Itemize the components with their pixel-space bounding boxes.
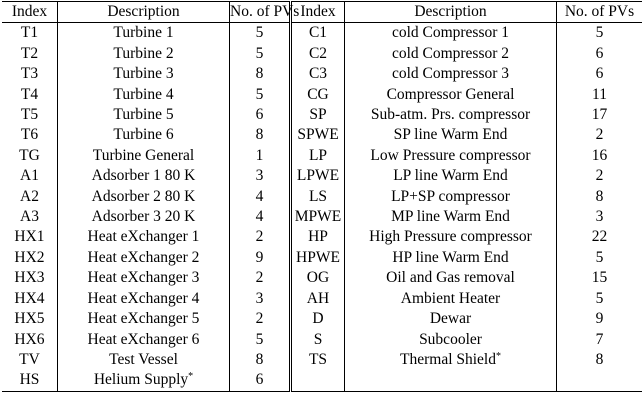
right-pvs-cell: 5 <box>595 24 604 42</box>
left-pvs-cell: 5 <box>230 85 291 105</box>
description-text: Turbine 4 <box>113 85 174 103</box>
description-text: Heat eXchanger 4 <box>87 289 200 307</box>
left-description-cell <box>58 166 230 186</box>
description-text: High Pressure compressor <box>369 228 532 246</box>
right-pvs-cell: 17 <box>591 106 608 124</box>
table-row <box>2 23 642 44</box>
left-description-cell <box>58 350 230 370</box>
description-text: Sub-atm. Prs. compressor <box>370 106 531 124</box>
right-description-cell <box>345 330 557 350</box>
left-pvs-cell: 2 <box>230 309 291 329</box>
description-text: Ambient Heater <box>400 289 501 307</box>
right-pvs-cell: 8 <box>595 350 604 368</box>
right-description-cell <box>345 23 557 44</box>
left-index-cell: HS <box>19 371 40 389</box>
left-index-cell: HX3 <box>14 269 45 287</box>
left-pvs-cell: 8 <box>230 125 291 145</box>
right-index-cell: D <box>312 310 324 328</box>
left-pvs-cell: 9 <box>230 248 291 268</box>
right-index-cell <box>291 370 345 391</box>
right-description-cell <box>345 268 557 288</box>
right-description-cell <box>345 105 557 125</box>
left-pvs-cell: 3 <box>230 166 291 186</box>
left-description-cell <box>58 23 230 44</box>
right-pvs-cell: 9 <box>595 310 604 328</box>
right-pvs-cell: 8 <box>595 187 604 205</box>
table-row <box>2 289 642 309</box>
footnote-mark: * <box>496 350 501 362</box>
description-text: Adsorber 3 20 K <box>91 208 196 226</box>
description-text: Thermal Shield <box>400 350 496 368</box>
right-pvs-cell: 6 <box>595 44 604 62</box>
right-pvs-cell <box>557 370 642 391</box>
description-text: cold Compressor 1 <box>391 24 510 42</box>
left-description-cell <box>58 105 230 125</box>
left-index-cell: T5 <box>20 106 39 124</box>
description-text: Heat eXchanger 3 <box>87 269 200 287</box>
right-description-cell <box>345 125 557 145</box>
table-row <box>2 125 642 145</box>
table-row <box>2 248 642 268</box>
right-description-cell <box>345 289 557 309</box>
left-index-cell: HX5 <box>14 310 45 328</box>
right-index-cell: C1 <box>308 24 328 42</box>
right-index-cell: C2 <box>308 44 328 62</box>
left-description-cell <box>58 289 230 309</box>
left-pvs-cell: 2 <box>230 227 291 247</box>
left-index-cell: HX2 <box>14 248 45 266</box>
right-pvs-cell: 15 <box>591 269 608 287</box>
right-pvs-cell: 16 <box>591 146 608 164</box>
right-description-cell <box>345 370 557 391</box>
description-text: Heat eXchanger 2 <box>87 248 200 266</box>
left-index-cell: TV <box>19 350 40 368</box>
right-index-cell: MPWE <box>294 208 342 226</box>
left-description-cell <box>58 330 230 350</box>
right-pvs-cell: 22 <box>591 228 608 246</box>
description-text: Turbine 6 <box>113 126 174 144</box>
right-pvs-cell: 7 <box>595 330 604 348</box>
left-description-cell <box>58 207 230 227</box>
left-description-cell <box>58 227 230 247</box>
table-row <box>2 350 642 370</box>
left-pvs-cell: 8 <box>230 64 291 84</box>
table-row <box>2 64 642 84</box>
left-description-cell <box>58 146 230 166</box>
right-index-cell: TS <box>308 350 328 368</box>
left-index-cell: T3 <box>20 65 39 83</box>
right-index-cell: S <box>313 330 323 348</box>
description-text: Subcooler <box>419 330 482 348</box>
right-index-cell: HPWE <box>296 248 340 266</box>
description-text: MP line Warm End <box>391 208 510 226</box>
right-pvs-cell: 5 <box>595 248 604 266</box>
description-text: SP line Warm End <box>393 126 508 144</box>
left-index-cell: T1 <box>20 24 39 42</box>
footnote-mark: * <box>188 371 194 383</box>
right-pvs-cell: 2 <box>595 126 604 144</box>
description-text: Dewar <box>429 310 472 328</box>
description-text: Heat eXchanger 1 <box>87 228 200 246</box>
left-description-cell <box>58 370 230 391</box>
left-pvs-cell: 4 <box>230 207 291 227</box>
left-index-cell: T6 <box>20 126 39 144</box>
left-description-cell <box>58 309 230 329</box>
left-pvs-cell: 3 <box>230 289 291 309</box>
left-index-cell: A1 <box>20 167 39 185</box>
right-index-cell: OG <box>306 269 330 287</box>
left-pvs-cell: 6 <box>230 105 291 125</box>
table-row <box>2 146 642 166</box>
left-index-cell: T4 <box>20 85 39 103</box>
table-row <box>2 105 642 125</box>
left-index-cell: HX6 <box>14 330 45 348</box>
description-text: Compressor General <box>386 85 515 103</box>
right-pvs-cell: 6 <box>595 65 604 83</box>
right-index-cell: SPWE <box>297 126 339 144</box>
right-description-cell <box>345 248 557 268</box>
left-description-cell <box>58 125 230 145</box>
left-pvs-cell: 5 <box>230 330 291 350</box>
table-row <box>2 268 642 288</box>
description-text: Low Pressure compressor <box>370 146 531 164</box>
left-pvs-cell: 2 <box>230 268 291 288</box>
description-text: Turbine 5 <box>113 106 174 124</box>
table-row <box>2 330 642 350</box>
right-pvs-cell: 11 <box>592 85 607 103</box>
description-text: Turbine 1 <box>113 24 174 42</box>
right-pvs-cell: 2 <box>595 167 604 185</box>
left-index-cell: HX4 <box>14 289 45 307</box>
description-text: Oil and Gas removal <box>386 269 515 287</box>
left-pvs-cell: 4 <box>230 187 291 207</box>
right-index-cell: AH <box>306 289 330 307</box>
right-description-cell <box>345 350 557 370</box>
right-index-cell: HP <box>308 228 328 246</box>
description-text: Adsorber 1 80 K <box>91 167 196 185</box>
header-pvs-right: No. of PVs <box>564 3 635 20</box>
header-pvs-left: No. of PVs <box>230 2 291 23</box>
left-description-cell <box>58 268 230 288</box>
description-text: Heat eXchanger 5 <box>87 310 200 328</box>
description-text: HP line Warm End <box>392 248 509 266</box>
description-text: Helium Supply <box>93 371 189 389</box>
left-description-cell <box>58 44 230 64</box>
right-description-cell <box>345 85 557 105</box>
right-description-cell <box>345 64 557 84</box>
description-text: Turbine General <box>92 146 195 164</box>
description-text: Turbine 2 <box>113 44 174 62</box>
header-index-left: Index <box>11 3 48 20</box>
left-index-cell: TG <box>19 146 40 164</box>
table-row <box>2 187 642 207</box>
table-row <box>2 44 642 64</box>
left-index-cell: T2 <box>20 44 39 62</box>
left-pvs-cell: 5 <box>230 23 291 44</box>
right-description-cell <box>345 166 557 186</box>
right-description-cell <box>345 187 557 207</box>
right-index-cell: LS <box>308 187 328 205</box>
left-index-cell: A2 <box>20 187 39 205</box>
table-row <box>2 309 642 329</box>
table-row <box>2 227 642 247</box>
header-index-right: Index <box>300 3 336 20</box>
right-description-cell <box>345 44 557 64</box>
left-description-cell <box>58 248 230 268</box>
description-text: Heat eXchanger 6 <box>87 330 200 348</box>
table-row <box>2 166 642 186</box>
right-description-cell <box>345 146 557 166</box>
right-index-cell: SP <box>309 106 327 124</box>
header-description-left: Description <box>58 2 230 23</box>
description-text: cold Compressor 2 <box>391 44 510 62</box>
header-description-right: Description <box>345 2 557 23</box>
description-text: LP+SP compressor <box>391 187 510 205</box>
left-description-cell <box>58 64 230 84</box>
description-text: Turbine 3 <box>113 65 174 83</box>
right-description-cell <box>345 309 557 329</box>
left-pvs-cell: 5 <box>230 44 291 64</box>
pv-table-container <box>2 1 635 392</box>
header-row <box>2 2 642 23</box>
left-pvs-cell: 1 <box>230 146 291 166</box>
table-row <box>2 370 642 391</box>
right-index-cell: CG <box>307 85 329 103</box>
description-text: cold Compressor 3 <box>391 65 510 83</box>
left-description-cell <box>58 85 230 105</box>
left-pvs-cell: 6 <box>230 370 291 391</box>
left-description-cell <box>58 187 230 207</box>
table-row <box>2 207 642 227</box>
table-row <box>2 85 642 105</box>
left-index-cell: A3 <box>20 208 39 226</box>
right-pvs-cell: 3 <box>595 208 604 226</box>
process-variables-table <box>2 1 642 392</box>
left-index-cell: HX1 <box>14 228 45 246</box>
table-body <box>2 23 642 391</box>
right-index-cell: LPWE <box>296 167 340 185</box>
right-pvs-cell: 5 <box>595 289 604 307</box>
right-description-cell <box>345 207 557 227</box>
description-text: LP line Warm End <box>393 167 508 185</box>
right-index-cell: C3 <box>308 65 328 83</box>
description-text: Adsorber 2 80 K <box>91 187 196 205</box>
description-text: Test Vessel <box>109 350 178 368</box>
right-description-cell <box>345 227 557 247</box>
left-pvs-cell: 8 <box>230 350 291 370</box>
right-index-cell: LP <box>308 146 328 164</box>
